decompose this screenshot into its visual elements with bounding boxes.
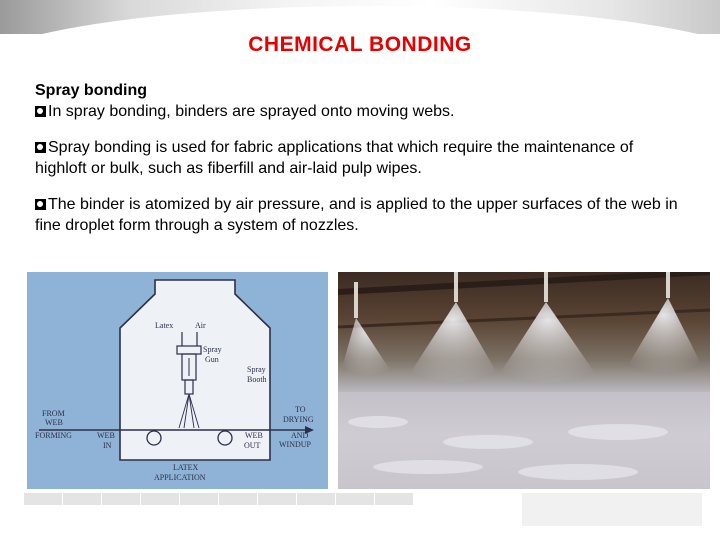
- label-latex-app-2: APPLICATION: [154, 473, 206, 482]
- label-to-3: AND: [291, 431, 309, 440]
- label-from-1: FROM: [42, 409, 65, 418]
- label-spray-booth-2: Booth: [247, 375, 267, 384]
- slide-title: CHEMICAL BONDING: [248, 33, 472, 56]
- slide-body: [35, 80, 685, 236]
- spray-bonding-diagram: [27, 272, 328, 489]
- bullet-icon: [35, 142, 46, 153]
- label-spray-gun-1: Spray: [203, 345, 222, 354]
- bullet-2-text: Spray bonding is used for fabric applications that which require the maintenance of highloft or bulk, such as fiberfill and air-laid pulp wipes.: [35, 139, 634, 177]
- label-to-1: TO: [295, 405, 306, 414]
- label-spray-gun-2: Gun: [205, 355, 219, 364]
- label-from-2: WEB: [45, 418, 63, 427]
- label-web-out-1: WEB: [245, 431, 263, 440]
- bullet-3: [35, 194, 685, 236]
- bullet-3-text: The binder is atomized by air pressure, and is applied to the upper surfaces of the web in fine droplet form through a system of nozzles.: [35, 196, 678, 234]
- label-from-3: FORMING: [35, 431, 72, 440]
- footer-cells: [24, 493, 414, 505]
- bullet-icon: [35, 106, 46, 117]
- bullet-2: [35, 137, 685, 179]
- subheading: Spray bonding: [35, 82, 147, 99]
- label-web-out-2: OUT: [244, 441, 261, 450]
- label-to-2: DRYING: [283, 415, 314, 424]
- label-spray-booth-1: Spray: [247, 365, 266, 374]
- bullet-icon: [35, 199, 46, 210]
- spray-nozzles-photo: [338, 272, 710, 489]
- label-latex: Latex: [155, 321, 174, 330]
- label-to-4: WINDUP: [279, 440, 311, 449]
- footer-box: [522, 493, 702, 526]
- label-latex-app-1: LATEX: [173, 463, 199, 472]
- bullet-1: [35, 101, 685, 122]
- label-web-in-1: WEB: [97, 431, 115, 440]
- bullet-1-text: In spray bonding, binders are sprayed onto moving webs.: [48, 103, 455, 120]
- label-web-in-2: IN: [103, 441, 112, 450]
- label-air: Air: [195, 321, 206, 330]
